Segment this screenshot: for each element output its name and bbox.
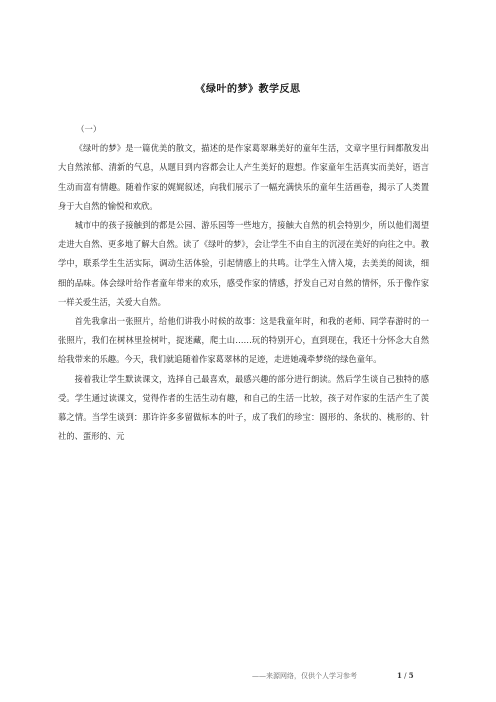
paragraph: 《绿叶的梦》是一篇优美的散文，描述的是作家葛翠琳美好的童年生活，文章字里行间都散发出大自然浓郁、清新的气息，从题目到内容都会让人产生美好的遐想。作家童年生活真实而美好，语言生动而富有情趣。随着作家的娓娓叙述，向我们展示了一幅充满快乐的童年生活画卷，揭示了人类置身于大自然的愉悦和欢欣。 [58,143,429,211]
paragraph: 城市中的孩子接触到的都是公园、游乐园等一些地方，接触大自然的机会特别少，所以他们渴望走进大自然、更多地了解大自然。读了《绿叶的梦》，会让学生不由自主的沉浸在美好的向往之中。教学中，联系学生生活实际，调动生活体验，引起情感上的共鸣。让学生入情入境，去美美的阅读，细细的品味。体会绿叶给作者童年带来的欢乐，感受作家的情感，抒发自己对自然的情怀，乐于像作家一样关爱生活，关爱大自然。 [58,220,429,307]
paragraph: 首先我拿出一张照片，给他们讲我小时候的故事：这是我童年时，和我的老师、同学春游时的一张照片，我们在树林里捡树叶，捉迷藏，爬土山……玩的特别开心，直到现在，我还十分怀念大自然给我带来的乐趣。今天，我们就追随着作家葛翠林的足迹，走进她魂牵梦绕的绿色童年。 [58,316,429,365]
page-separator: / [404,672,407,680]
section-label: （一） [76,124,102,134]
page-total: 5 [408,671,414,680]
page-current: 1 [397,671,402,680]
page-number [397,671,414,680]
document-body [58,120,429,446]
paragraph: 接着我让学生默读课文，选择自己最喜欢，最感兴趣的部分进行朗读。然后学生谈自己独特的感受。学生通过读课文，觉得作者的生活生动有趣，和自己的生活一比较，孩子对作家的生活产生了羡慕之情。当学生谈到：那许许多多留做标本的叶子，成了我们的珍宝：圆形的、条状的、桃形的、针社的、蛋形的、元 [58,373,429,442]
footer-source-note: ——来源网络，仅供个人学习参考 [252,672,357,680]
document-title: 《绿叶的梦》教学反思 [195,84,301,95]
